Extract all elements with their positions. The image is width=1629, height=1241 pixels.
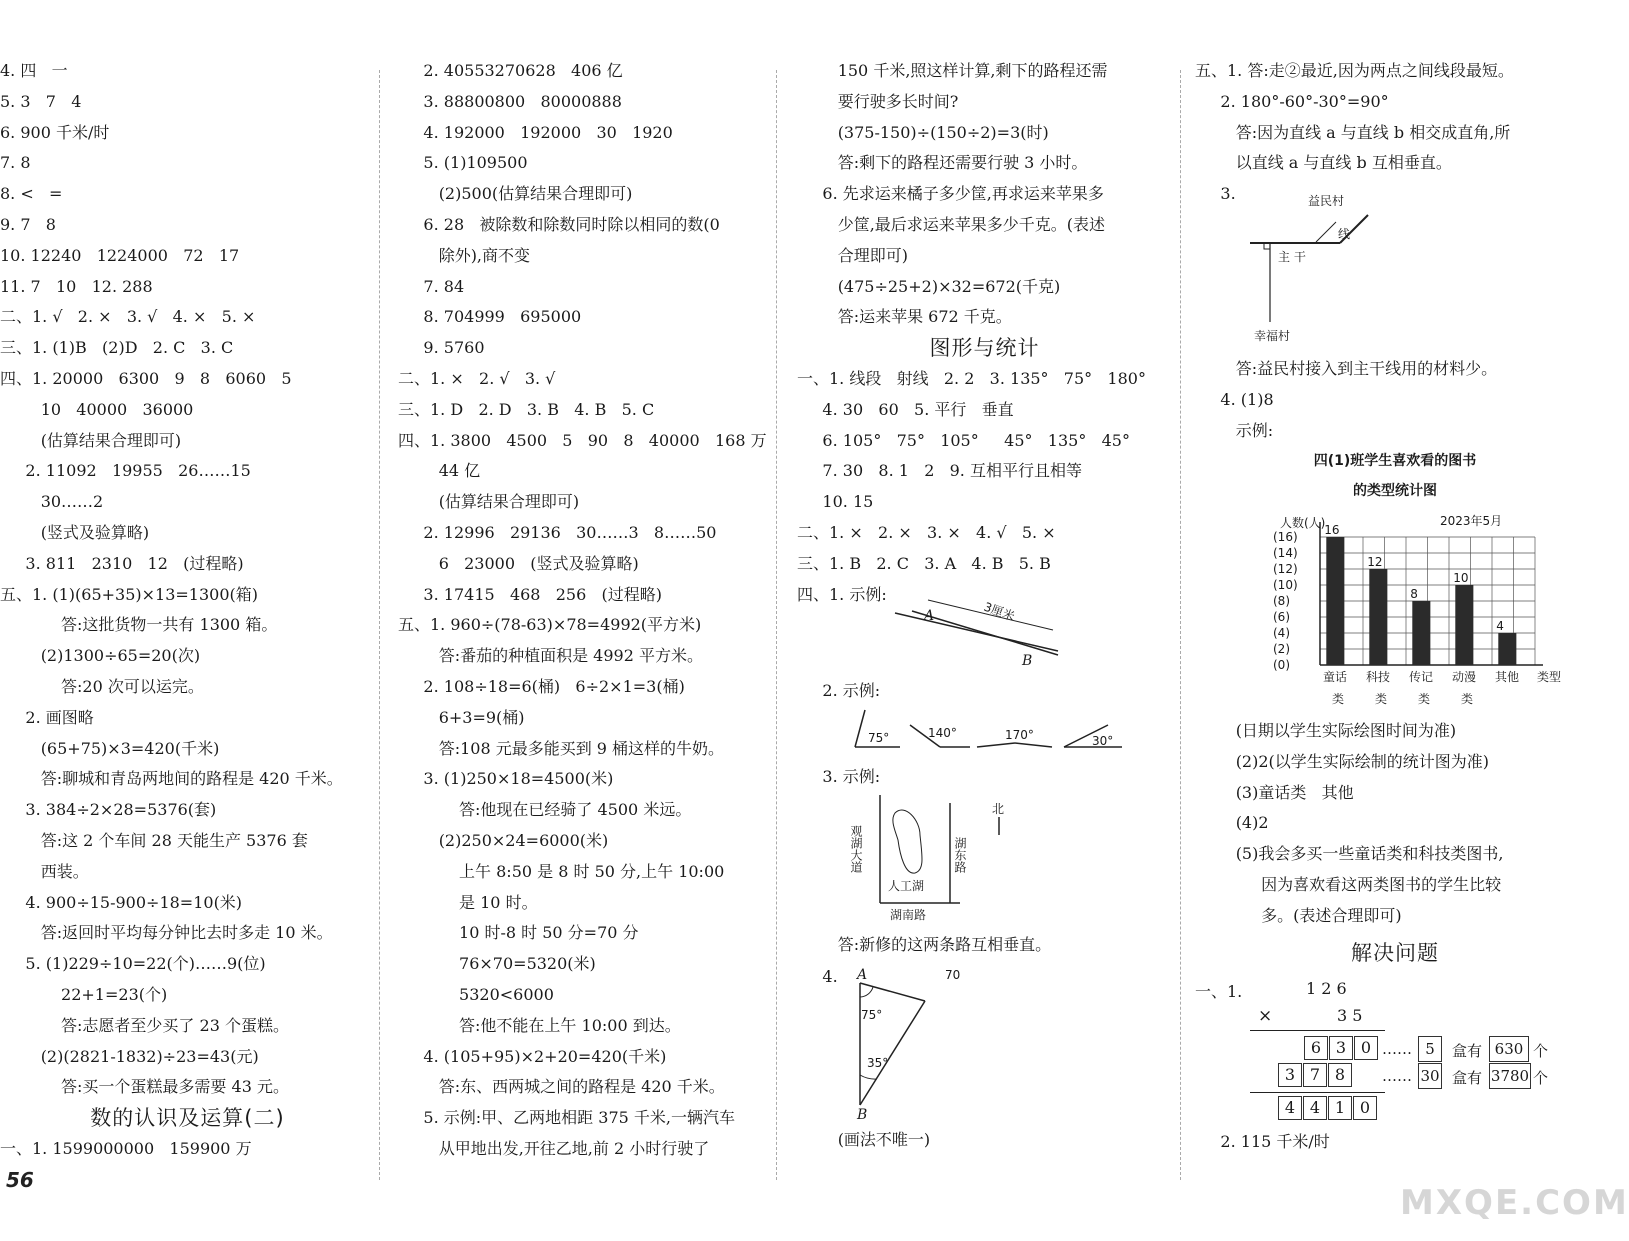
box-total: 3780 bbox=[1489, 1063, 1531, 1089]
col1-line: 答:返回时平均每分钟比去时多走 10 米。 bbox=[0, 923, 333, 943]
col1-line: 9. 7 8 bbox=[0, 214, 56, 234]
bar-value-label: 8 bbox=[1410, 587, 1418, 601]
digit-box: 0 bbox=[1354, 1036, 1378, 1060]
y-tick-label: (16) bbox=[1273, 530, 1298, 544]
mult-rule-1 bbox=[1250, 1030, 1385, 1031]
bar bbox=[1412, 601, 1430, 665]
col4-lower-line: (3)童话类 其他 bbox=[1195, 782, 1354, 802]
watermark: MXQE.COM bbox=[1400, 1183, 1629, 1223]
q3-answer-col4: 答:益民村接入到主干线用的材料少。 bbox=[1195, 359, 1498, 378]
col1-line: 答:买一个蛋糕最多需要 43 元。 bbox=[0, 1077, 289, 1097]
bar-chart bbox=[1272, 505, 1562, 710]
col4-lower-line: (日期以学生实际绘图时间为准) bbox=[1195, 721, 1457, 740]
col2-line: 答:他不能在上午 10:00 到达。 bbox=[398, 1015, 681, 1035]
angle-140: 140° bbox=[928, 726, 957, 740]
column-separator bbox=[1180, 70, 1181, 1180]
village-xingfu: 幸福村 bbox=[1254, 329, 1291, 343]
section-heading-solve: 解决问题 bbox=[1351, 941, 1439, 965]
bar bbox=[1326, 537, 1344, 665]
label: 盒有 bbox=[1452, 1042, 1483, 1060]
triangle-figure bbox=[845, 963, 985, 1123]
answer-column-3 bbox=[797, 56, 1172, 610]
col3-line: (475÷25+2)×32=672(千克) bbox=[797, 276, 1061, 296]
point-a: A bbox=[924, 608, 935, 624]
col1-line: 11. 7 10 12. 288 bbox=[0, 276, 153, 296]
answer-column-4 bbox=[1195, 56, 1595, 210]
q4-note: (画法不唯一) bbox=[797, 1130, 931, 1149]
col3-line: 6. 先求运来橘子多少筐,再求运来苹果多 bbox=[797, 184, 1104, 204]
mult-label: 一、1. bbox=[1195, 982, 1243, 1001]
column-separator bbox=[776, 70, 777, 1180]
box-count: 5 bbox=[1418, 1036, 1442, 1062]
col2-line: 4. 192000 192000 30 1920 bbox=[398, 122, 673, 142]
col3-line: 少筐,最后求运来苹果多少千克。(表述 bbox=[797, 214, 1106, 234]
col1-line: 10. 12240 1224000 72 17 bbox=[0, 245, 240, 265]
col3-line: 四、1. 示例: bbox=[797, 584, 887, 604]
answer-column-4-lower bbox=[1195, 716, 1595, 932]
col1-line: 5. (1)229÷10=22(个)……9(位) bbox=[0, 954, 266, 974]
q3-answer: 答:新修的这两条路互相垂直。 bbox=[797, 935, 1052, 954]
bar bbox=[1455, 585, 1473, 665]
road-figure bbox=[1248, 190, 1378, 350]
col2-line: 答:东、西两城之间的路程是 420 千米。 bbox=[398, 1077, 725, 1097]
lake-map-figure bbox=[850, 795, 1020, 925]
col1-line: (65+75)×3=420(千米) bbox=[0, 738, 220, 758]
col2-line: 上午 8:50 是 8 时 50 分,上午 10:00 bbox=[398, 861, 725, 881]
road-bottom-label: 湖南路 bbox=[890, 908, 927, 922]
mult-rule-2 bbox=[1250, 1092, 1385, 1093]
box-total: 630 bbox=[1489, 1036, 1529, 1062]
y-axis-title: 人数(人) bbox=[1280, 516, 1326, 530]
col3-line: 三、1. B 2. C 3. A 4. B 5. B bbox=[797, 553, 1051, 573]
bar bbox=[1369, 569, 1387, 665]
col2-line: 6. 28 被除数和除数同时除以相同的数(0 bbox=[398, 214, 720, 234]
bar-value-label: 10 bbox=[1453, 571, 1469, 585]
digit-box: 3 bbox=[1278, 1063, 1302, 1087]
col4-lower-line: 因为喜欢看这两类图书的学生比较 bbox=[1195, 874, 1502, 894]
col3-line: 10. 15 bbox=[797, 492, 874, 512]
chart-title-1: 四(1)班学生喜欢看的图书 bbox=[1313, 453, 1477, 469]
digit-box: 4 bbox=[1278, 1096, 1302, 1120]
col2-line: 答:108 元最多能买到 9 桶这样的牛奶。 bbox=[398, 738, 725, 758]
col3-line: 答:剩下的路程还需要行驶 3 小时。 bbox=[797, 153, 1088, 173]
col1-line: (2)(2821-1832)÷23=43(元) bbox=[0, 1046, 259, 1066]
col2-line: 3. 88800800 80000888 bbox=[398, 91, 622, 111]
col2-line: 是 10 时。 bbox=[398, 892, 538, 912]
col1-line: 数的认识及运算(二) bbox=[90, 1106, 285, 1131]
category-label: 其他 bbox=[1495, 670, 1520, 684]
col1-line: 3. 811 2310 12 (过程略) bbox=[0, 553, 244, 573]
category-label: 童话 bbox=[1323, 670, 1348, 684]
col2-line: 三、1. D 2. D 3. B 4. B 5. C bbox=[398, 399, 655, 419]
mult-op: × bbox=[1258, 1006, 1273, 1026]
col3-line: 一、1. 线段 射线 2. 2 3. 135° 75° 180° bbox=[797, 368, 1146, 388]
branch-line-label: 线 bbox=[1338, 227, 1351, 241]
col4-lower-line: (2)2(以学生实际绘制的统计图为准) bbox=[1195, 751, 1490, 771]
col1-line: 答:这 2 个车间 28 天能生产 5376 套 bbox=[0, 830, 308, 850]
digit-box: 8 bbox=[1328, 1063, 1352, 1087]
col2-line: 5. 示例:甲、乙两地相距 375 千米,一辆汽车 bbox=[398, 1108, 735, 1128]
col1-line: 一、1. 1599000000 159900 万 bbox=[0, 1138, 252, 1158]
unit: 个 bbox=[1533, 1069, 1549, 1087]
north-label: 北 bbox=[992, 802, 1005, 816]
road-left-label: 观湖大道 bbox=[849, 825, 863, 873]
bar bbox=[1498, 633, 1516, 665]
x-axis-title: 类型 bbox=[1537, 670, 1562, 684]
tri-extra-label: 70 bbox=[945, 968, 961, 982]
col4-lower-line: 多。(表述合理即可) bbox=[1195, 905, 1402, 925]
tri-point-b: B bbox=[857, 1107, 868, 1123]
col2-line: (估算结果合理即可) bbox=[398, 492, 580, 512]
col4-line: 2. 180°-60°-30°=90° bbox=[1195, 91, 1389, 111]
col1-line: 7. 8 bbox=[0, 153, 31, 173]
main-line-label: 主 干 bbox=[1278, 250, 1306, 264]
col4-lower-line: (5)我会多买一些童话类和科技类图书, bbox=[1195, 844, 1504, 864]
col2-line: 四、1. 3800 4500 5 90 8 40000 168 万 bbox=[398, 430, 767, 450]
col2-line: 2. 40553270628 406 亿 bbox=[398, 61, 623, 80]
chart-title-2: 的类型统计图 bbox=[1353, 483, 1437, 499]
road-right-label: 湖东路 bbox=[953, 837, 967, 873]
col1-line: 二、1. √ 2. × 3. √ 4. × 5. × bbox=[0, 307, 256, 327]
col2-line: 二、1. × 2. √ 3. √ bbox=[398, 368, 556, 388]
y-tick-label: (12) bbox=[1273, 562, 1298, 576]
angle-30: 30° bbox=[1092, 734, 1114, 748]
col2-line: 9. 5760 bbox=[398, 338, 485, 358]
col4-lower-line: (4)2 bbox=[1195, 813, 1269, 833]
col2-line: 答:他现在已经骑了 4500 米远。 bbox=[398, 800, 692, 820]
bar-value-label: 16 bbox=[1324, 523, 1340, 537]
col1-line: 22+1=23(个) bbox=[0, 984, 168, 1004]
col1-line: (估算结果合理即可) bbox=[0, 430, 182, 450]
unit: 个 bbox=[1533, 1042, 1549, 1060]
col2-line: 五、1. 960÷(78-63)×78=4992(平方米) bbox=[398, 615, 702, 635]
col1-line: 5. 3 7 4 bbox=[0, 91, 82, 111]
example-label: 示例: bbox=[1195, 421, 1274, 440]
angle-170: 170° bbox=[1005, 728, 1034, 742]
col2-line: (2)250×24=6000(米) bbox=[398, 830, 609, 850]
line-segment-figure bbox=[890, 585, 1070, 670]
angle-figures bbox=[840, 705, 1130, 755]
col1-line: (竖式及验算略) bbox=[0, 522, 150, 542]
column-separator bbox=[379, 70, 380, 1180]
digit-box: 0 bbox=[1353, 1096, 1377, 1120]
col4-line: 以直线 a 与直线 b 互相垂直。 bbox=[1195, 153, 1452, 173]
col4-line: 3. bbox=[1195, 184, 1236, 204]
q3-example: 3. 示例: bbox=[797, 767, 881, 786]
col1-line: 答:志愿者至少买了 23 个蛋糕。 bbox=[0, 1015, 289, 1035]
col2-line: 4. (105+95)×2+20=420(千米) bbox=[398, 1046, 667, 1066]
tri-angle-b: 35° bbox=[867, 1056, 889, 1070]
y-tick-label: (0) bbox=[1273, 658, 1290, 672]
col1-line: 3. 384÷2×28=5376(套) bbox=[0, 800, 217, 820]
dots: …… bbox=[1382, 1067, 1412, 1085]
col2-line: (2)500(估算结果合理即可) bbox=[398, 184, 633, 204]
bar-value-label: 12 bbox=[1367, 555, 1383, 569]
q2-example: 2. 示例: bbox=[797, 681, 881, 700]
col2-line: 5. (1)109500 bbox=[398, 153, 528, 173]
col2-line: 答:番茄的种植面积是 4992 平方米。 bbox=[398, 646, 703, 666]
page-number: 56 bbox=[6, 1168, 34, 1192]
col2-line: 3. 17415 468 256 (过程略) bbox=[398, 584, 663, 604]
col3-line: 图形与统计 bbox=[929, 336, 1040, 361]
village-yimin: 益民村 bbox=[1308, 194, 1345, 208]
col3-line: (375-150)÷(150÷2)=3(时) bbox=[797, 122, 1049, 142]
box-count: 30 bbox=[1418, 1063, 1442, 1089]
category-suffix: 类 bbox=[1461, 692, 1474, 706]
q2-speed: 2. 115 千米/时 bbox=[1195, 1132, 1330, 1151]
mult-bottom: 3 5 bbox=[1337, 1006, 1363, 1025]
category-suffix: 类 bbox=[1332, 692, 1345, 706]
col2-line: 6 23000 (竖式及验算略) bbox=[398, 553, 639, 573]
col3-line: 合理即可) bbox=[797, 245, 908, 265]
col2-line: 10 时-8 时 50 分=70 分 bbox=[398, 923, 639, 943]
digit-box: 1 bbox=[1328, 1096, 1352, 1120]
col3-line: 4. 30 60 5. 平行 垂直 bbox=[797, 399, 1014, 419]
col3-line: 6. 105° 75° 105° 45° 135° 45° bbox=[797, 430, 1130, 450]
dots: …… bbox=[1382, 1040, 1412, 1058]
col2-line: 6+3=9(桶) bbox=[398, 707, 525, 727]
col1-line: 四、1. 20000 6300 9 8 6060 5 bbox=[0, 368, 292, 388]
col3-line: 要行驶多长时间? bbox=[797, 91, 959, 111]
col2-line: 8. 704999 695000 bbox=[398, 307, 582, 327]
digit-box: 7 bbox=[1303, 1063, 1327, 1087]
col2-line: 2. 12996 29136 30……3 8……50 bbox=[398, 522, 717, 542]
col3-line: 二、1. × 2. × 3. × 4. √ 5. × bbox=[797, 522, 1056, 542]
q4-answer-col4: 4. (1)8 bbox=[1195, 390, 1274, 409]
col1-line: 西装。 bbox=[0, 861, 89, 881]
col1-line: 答:聊城和青岛两地间的路程是 420 千米。 bbox=[0, 769, 343, 789]
col1-line: 三、1. (1)B (2)D 2. C 3. C bbox=[0, 338, 234, 358]
y-tick-label: (14) bbox=[1273, 546, 1298, 560]
angle-75: 75° bbox=[868, 731, 890, 745]
y-tick-label: (10) bbox=[1273, 578, 1298, 592]
col2-line: 7. 84 bbox=[398, 276, 465, 296]
col1-line: 答:这批货物一共有 1300 箱。 bbox=[0, 615, 278, 635]
col1-line: 五、1. (1)(65+35)×13=1300(箱) bbox=[0, 584, 259, 604]
answer-column-1 bbox=[0, 56, 375, 1165]
col3-line: 答:运来苹果 672 千克。 bbox=[797, 307, 1012, 327]
tri-point-a: A bbox=[857, 967, 868, 983]
col1-line: 8. < = bbox=[0, 184, 63, 204]
col2-line: 44 亿 bbox=[398, 461, 481, 481]
col2-line: 除外),商不变 bbox=[398, 245, 531, 265]
col4-line: 答:因为直线 a 与直线 b 相交成直角,所 bbox=[1195, 122, 1511, 142]
digit-box: 4 bbox=[1303, 1096, 1327, 1120]
col1-line: 答:20 次可以运完。 bbox=[0, 676, 204, 696]
category-label: 科技 bbox=[1366, 670, 1391, 684]
col1-line: 6. 900 千米/时 bbox=[0, 122, 110, 142]
q4-label: 4. bbox=[797, 967, 838, 986]
point-b: B bbox=[1022, 653, 1033, 669]
col2-line: 5320<6000 bbox=[398, 984, 554, 1004]
mult-top: 1 2 6 bbox=[1306, 979, 1347, 998]
col1-line: 4. 四 一 bbox=[0, 61, 68, 80]
col4-line: 五、1. 答:走②最近,因为两点之间线段最短。 bbox=[1195, 61, 1514, 80]
digit-box: 6 bbox=[1304, 1036, 1328, 1060]
category-suffix: 类 bbox=[1418, 692, 1431, 706]
category-label: 传记 bbox=[1409, 670, 1434, 684]
y-tick-label: (8) bbox=[1273, 594, 1290, 608]
col1-line: 2. 11092 19955 26……15 bbox=[0, 461, 251, 481]
col1-line: 30……2 bbox=[0, 492, 104, 512]
y-tick-label: (2) bbox=[1273, 642, 1290, 656]
lake-label: 人工湖 bbox=[888, 879, 925, 893]
category-label: 动漫 bbox=[1452, 670, 1477, 684]
col2-line: 从甲地出发,开往乙地,前 2 小时行驶了 bbox=[398, 1138, 710, 1158]
digit-box: 3 bbox=[1329, 1036, 1353, 1060]
col2-line: 2. 108÷18=6(桶) 6÷2×1=3(桶) bbox=[398, 676, 685, 696]
chart-date: 2023年5月 bbox=[1440, 514, 1503, 528]
answer-column-2 bbox=[398, 56, 773, 1165]
length-label: 3厘米 bbox=[981, 599, 1017, 624]
col1-line: 2. 画图略 bbox=[0, 707, 94, 727]
col3-line: 7. 30 8. 1 2 9. 互相平行且相等 bbox=[797, 461, 1082, 481]
tri-angle-a: 75° bbox=[861, 1008, 883, 1022]
col2-line: 76×70=5320(米) bbox=[398, 954, 596, 974]
col2-line: 3. (1)250×18=4500(米) bbox=[398, 769, 614, 789]
label: 盒有 bbox=[1452, 1069, 1483, 1087]
y-tick-label: (4) bbox=[1273, 626, 1290, 640]
col1-line: (2)1300÷65=20(次) bbox=[0, 646, 201, 666]
col1-line: 10 40000 36000 bbox=[0, 399, 194, 419]
col1-line: 4. 900÷15-900÷18=10(米) bbox=[0, 892, 243, 912]
y-tick-label: (6) bbox=[1273, 610, 1290, 624]
bar-value-label: 4 bbox=[1496, 619, 1504, 633]
col3-line: 150 千米,照这样计算,剩下的路程还需 bbox=[797, 61, 1108, 80]
category-suffix: 类 bbox=[1375, 692, 1388, 706]
